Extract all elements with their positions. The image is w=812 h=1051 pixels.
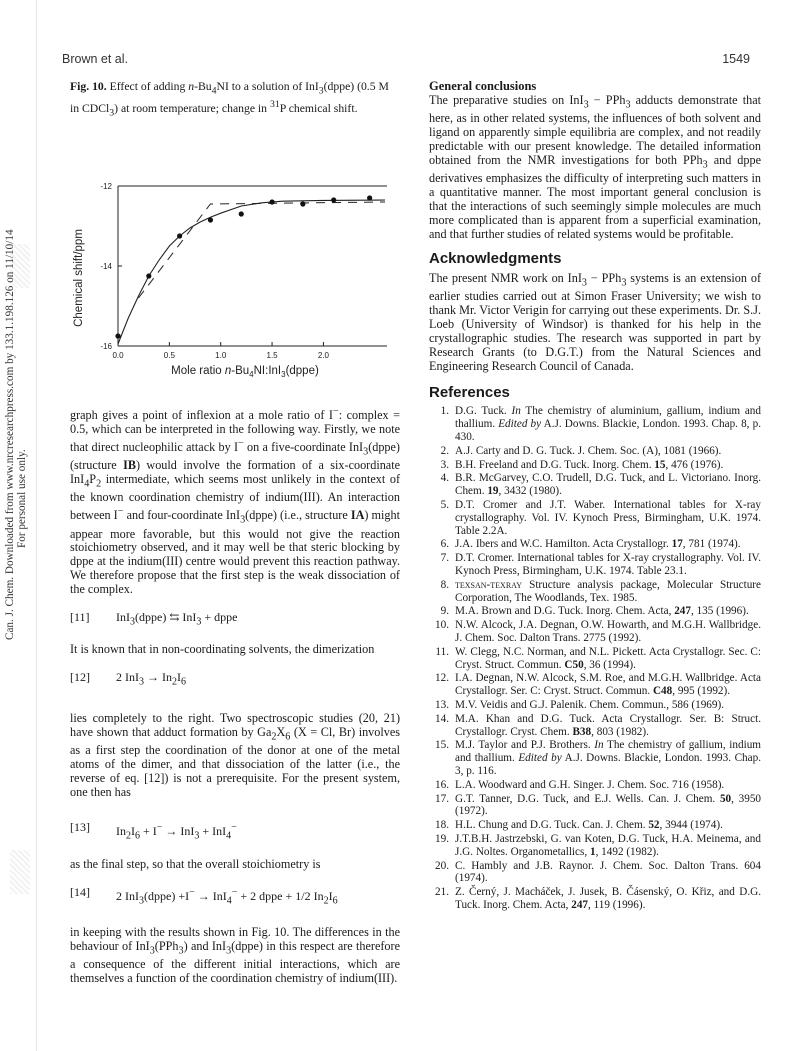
reference-text: M.A. Khan and D.G. Tuck. Acta Crystallogr. Ser. B: Struct. Crystallogr. Cryst. Chem. B38, 803 (1982).	[455, 712, 761, 738]
y-tick-label: -16	[100, 341, 112, 351]
data-points	[115, 195, 372, 338]
section-heading-references: References	[429, 383, 510, 401]
reference-number: 9.	[440, 605, 449, 618]
reference-number: 17.	[435, 792, 449, 805]
equation-number: [13]	[70, 820, 90, 835]
equation-number: [11]	[70, 610, 90, 625]
data-point	[146, 273, 151, 278]
reference-number: 18.	[435, 819, 449, 832]
equation-body: $In_2I_6 + I^- \to InI_3 + InI_4^-$	[116, 822, 237, 842]
data-point	[177, 233, 182, 238]
chart-ticks	[100, 182, 329, 360]
page-number: 1549	[722, 52, 750, 66]
reference-text: D.T. Cromer. International tables for X-ray crystallography. Vol. IV. Kynoch Press, Birmingham, U.K. 1974. Table 23.1.	[455, 552, 761, 577]
reference-item	[429, 605, 761, 618]
personal-use-notice: For personal use only.	[16, 449, 28, 548]
left-column	[70, 80, 400, 986]
data-point	[208, 217, 213, 222]
reference-number: 8.	[440, 578, 449, 591]
reference-text: D.T. Cromer and J.T. Waber. International tables for X-ray crystallography. Vol. IV. Kynoch Press, Birmingham, U.K. 1974. Table 2.2A.	[455, 499, 761, 537]
reference-item	[429, 793, 761, 819]
x-axis-label-ni: NI:InI	[253, 364, 282, 377]
reference-item	[429, 833, 761, 859]
reference-number: 13.	[435, 698, 449, 711]
reference-list	[429, 405, 761, 911]
section-heading-general-conclusions: General conclusions	[429, 79, 537, 93]
x-axis-label-rest: -Bu	[231, 364, 250, 377]
equation-body: 2 $InI_3 \to In_2I_6$	[116, 670, 186, 688]
reference-text: M.J. Taylor and P.J. Brothers. In The chemistry of gallium, indium and thallium. Edited by A.J. Downs. Blackie, London. 1993. Chap. 3, p. 116.	[455, 739, 761, 777]
equation-number: [12]	[70, 670, 90, 685]
reference-text: L.A. Woodward and G.H. Singer. J. Chem. Soc. 716 (1958).	[455, 778, 725, 791]
reference-number: 2.	[440, 444, 449, 457]
reference-number: 14.	[435, 712, 449, 725]
x-axis-label-sub3: 3	[281, 369, 286, 379]
reference-text: C. Hambly and J.B. Raynor. J. Chem. Soc. Dalton Trans. 604 (1974).	[455, 859, 761, 885]
reference-text: B.H. Freeland and D.G. Tuck. Inorg. Chem. 15, 476 (1976).	[455, 458, 724, 471]
x-tick-label: 0.0	[112, 350, 124, 360]
paragraph: It is known that in non-coordinating solvents, the dimerization	[70, 642, 375, 657]
reference-item	[429, 646, 761, 672]
x-axis-label-main: Mole ratio	[171, 364, 225, 377]
reference-text: G.T. Tanner, D.G. Tuck, and E.J. Wells. Can. J. Chem. 50, 3950 (1972).	[455, 792, 762, 818]
reference-item	[429, 619, 761, 645]
x-axis-label-sub4: 4	[249, 369, 254, 379]
equation-12	[70, 671, 400, 689]
reference-item	[429, 538, 761, 551]
data-point	[300, 201, 305, 206]
reference-number: 15.	[435, 739, 449, 752]
reference-number: 4.	[440, 472, 449, 485]
x-tick-label: 1.5	[266, 350, 278, 360]
section-heading-acknowledgments: Acknowledgments	[429, 249, 562, 267]
reference-text: B.R. McGarvey, C.O. Trudell, D.G. Tuck, and L. Victoriano. Inorg. Chem. 19, 3432 (1980).	[455, 472, 761, 498]
reference-text: N.W. Alcock, J.A. Degnan, O.W. Howarth, and M.G.H. Wallbridge. J. Chem. Soc. Dalton Trans. 2775 (1992).	[455, 619, 761, 644]
x-tick-label: 0.5	[163, 350, 175, 360]
reference-number: 12.	[435, 672, 449, 685]
reference-number: 3.	[440, 458, 449, 471]
equation-body: 2 InI$_3$(dppe) +I− → InI$_4$− + 2 dppe + 1/2 $In_2I_6$	[116, 886, 338, 907]
reference-item	[429, 672, 761, 698]
x-tick-label: 2.0	[317, 350, 329, 360]
reference-text: I.A. Degnan, N.W. Alcock, S.M. Roe, and M.G.H. Wallbridge. Acta Crystallogr. Ser. C: Cryst. Struct. Commun. C48, 995 (1992).	[455, 672, 761, 698]
y-tick-label: -12	[100, 181, 112, 191]
y-tick-label: -14	[100, 261, 112, 271]
chart-frame	[118, 186, 387, 346]
equation-14	[70, 886, 400, 908]
reference-text: H.L. Chung and D.G. Tuck. Can. J. Chem. 52, 3944 (1974).	[455, 819, 723, 832]
reference-number: 6.	[440, 538, 449, 551]
reference-item	[429, 739, 761, 777]
running-head: Brown et al.	[62, 52, 129, 66]
equation-13	[70, 821, 400, 843]
reference-item	[429, 552, 761, 578]
data-point	[331, 197, 336, 202]
reference-text: M.A. Brown and D.G. Tuck. Inorg. Chem. Acta, 247, 135 (1996).	[455, 605, 749, 618]
data-point	[239, 211, 244, 216]
reference-number: 21.	[435, 886, 449, 899]
paragraph: The preparative studies on InI$_3$ − PPh$_3$ adducts demonstrate that here, as in other related systems, the influences of both solvent and ligand on apparently simple equilibria are complex, and not readily predictable with our present knowledge. The detailed information obtained from the NMR investigations for both PPh$_3$ and dppe derivatives emphasizes the difficulty of interpreting such matters in a quantitative manner. The most important general conclusion is that the interactions of such seemingly simple molecules are much more complicated than is apparent from a superficial examination, and that further studies of related systems would be profitable.	[429, 92, 761, 241]
figure-caption-text: Effect of adding $n-Bu_4NI$ to a solution of InI$_3$(dppe) (0.5 M in CDCl$_3$) at room temperature; change in $^{31}$P chemical shift.	[70, 80, 389, 119]
reference-text: texsan-texray Structure analysis package, Molecular Structure Corporation, The Woodlands, Tex. 1985.	[455, 578, 761, 604]
x-axis-label-n: n	[224, 364, 232, 377]
download-notice: Can. J. Chem. Downloaded from www.nrcresearchpress.com by 133.1.198.126 on 11/10/14	[4, 229, 16, 640]
x-tick-label: 1.0	[215, 350, 227, 360]
equation-body: InI$_3$(dppe) ⇆ InI$_3$ + dppe	[116, 610, 238, 628]
paragraph: graph gives a point of inflexion at a mole ratio of I−: complex = 0.5, which can be interpreted in the following way. Firstly, we note that direct nucleophilic attack by I− on a five-coordinate InI$_3$(dppe) (structure IB) would involve the formation of a six-coordinate $InI_4P_2$ intermediate, which seems most unlikely in the context of the known coordination chemistry of indium(III). An interaction between I− and four-coordinate InI$_3$(dppe) (i.e., structure IA) might appear more favorable, but this would not give the reaction stoichiometry observed, and it may well be that steric blocking by dppe at the indium(III) centre would prevent this reaction pathway. We therefore propose that the first step is the weak dissociation of the complex.	[70, 405, 400, 597]
reference-number: 11.	[435, 645, 449, 658]
reference-number: 19.	[435, 832, 449, 845]
reference-item	[429, 699, 761, 712]
figure-10-chart	[70, 128, 400, 383]
paragraph: lies completely to the right. Two spectroscopic studies (20, 21) have shown that adduct formation by $Ga_2X_6$ (X = Cl, Br) involves as a first step the coordination of the donor at one of the metal atoms of the dimer, and that dissociation of the latter (i.e., the reverse of eq. [12]) is not a prerequisite. For the present system, one then has	[70, 710, 400, 799]
page-border	[36, 0, 37, 1051]
scan-artifact	[10, 850, 30, 894]
reference-text: A.J. Carty and D. G. Tuck. J. Chem. Soc. (A), 1081 (1966).	[455, 444, 722, 457]
reference-text: J.T.B.H. Jastrzebski, G. van Koten, D.G. Tuck, H.A. Meinema, and J.G. Noltes. Organometallics, 1, 1492 (1982).	[455, 832, 761, 858]
reference-item	[429, 499, 761, 537]
reference-item	[429, 459, 761, 472]
reference-item	[429, 886, 761, 912]
reference-item	[429, 713, 761, 739]
reference-number: 5.	[440, 499, 449, 512]
reference-number: 1.	[440, 405, 449, 418]
equation-11	[70, 611, 400, 629]
reference-text: J.A. Ibers and W.C. Hamilton. Acta Crystallogr. 17, 781 (1974).	[455, 538, 741, 551]
reference-text: Z. Černý, J. Macháček, J. Jusek, B. Čásenský, O. Křiz, and D.G. Tuck. Inorg. Chem. Acta, 247, 119 (1996).	[455, 886, 761, 911]
reference-item	[429, 579, 761, 605]
data-point	[115, 333, 120, 338]
reference-number: 20.	[435, 859, 449, 872]
figure-caption	[70, 80, 400, 120]
figure-label: Fig. 10.	[70, 80, 107, 93]
reference-item	[429, 779, 761, 792]
paragraph: as the final step, so that the overall stoichiometry is	[70, 856, 321, 871]
reference-text: D.G. Tuck. In The chemistry of aluminium, gallium, indium and thallium. Edited by A.J. Downs. Blackie, London. 1993. Chap. 8, p. 430.	[455, 405, 761, 444]
reference-number: 16.	[435, 778, 449, 791]
x-axis-label	[171, 365, 319, 379]
paragraph: in keeping with the results shown in Fig. 10. The differences in the behaviour of InI$_3$(PPh$_3$) and InI$_3$(dppe) in this respect are therefore a consequence of the different initial interactions, which are themselves a function of the coordination chemistry of indium(III).	[70, 924, 400, 986]
reference-number: 7.	[440, 552, 449, 565]
data-point	[367, 195, 372, 200]
reference-item	[429, 860, 761, 886]
reference-item	[429, 819, 761, 832]
reference-item	[429, 445, 761, 458]
chart-svg	[70, 128, 400, 383]
paragraph: The present NMR work on InI$_3$ − PPh$_3$ systems is an extension of earlier studies carried out at Simon Fraser University; we wish to thank Mr. Victor Verigin for carrying out these experiments. Dr. S.J. Loeb (University of Windsor) is thanked for his help in the crystallographic studies. The research was supported in part by Research Grants (to D.G.T.) from the Natural Sciences and Engineering Research Council of Canada.	[429, 270, 762, 373]
reference-number: 10.	[435, 619, 449, 632]
equation-number: [14]	[70, 884, 90, 899]
data-point	[269, 199, 274, 204]
x-axis-label-dppe: (dppe)	[285, 364, 319, 377]
right-column	[429, 80, 761, 913]
reference-text: W. Clegg, N.C. Norman, and N.L. Pickett. Acta Crystallogr. Sec. C: Cryst. Struct. Commun. C50, 36 (1994).	[455, 645, 761, 671]
reference-item	[429, 472, 761, 498]
reference-item	[429, 405, 761, 443]
reference-text: M.V. Veidis and G.J. Palenik. Chem. Commun., 586 (1969).	[455, 698, 725, 711]
y-axis-label: Chemical shift/ppm	[73, 228, 85, 327]
asymptote-dashed-line	[139, 202, 386, 298]
